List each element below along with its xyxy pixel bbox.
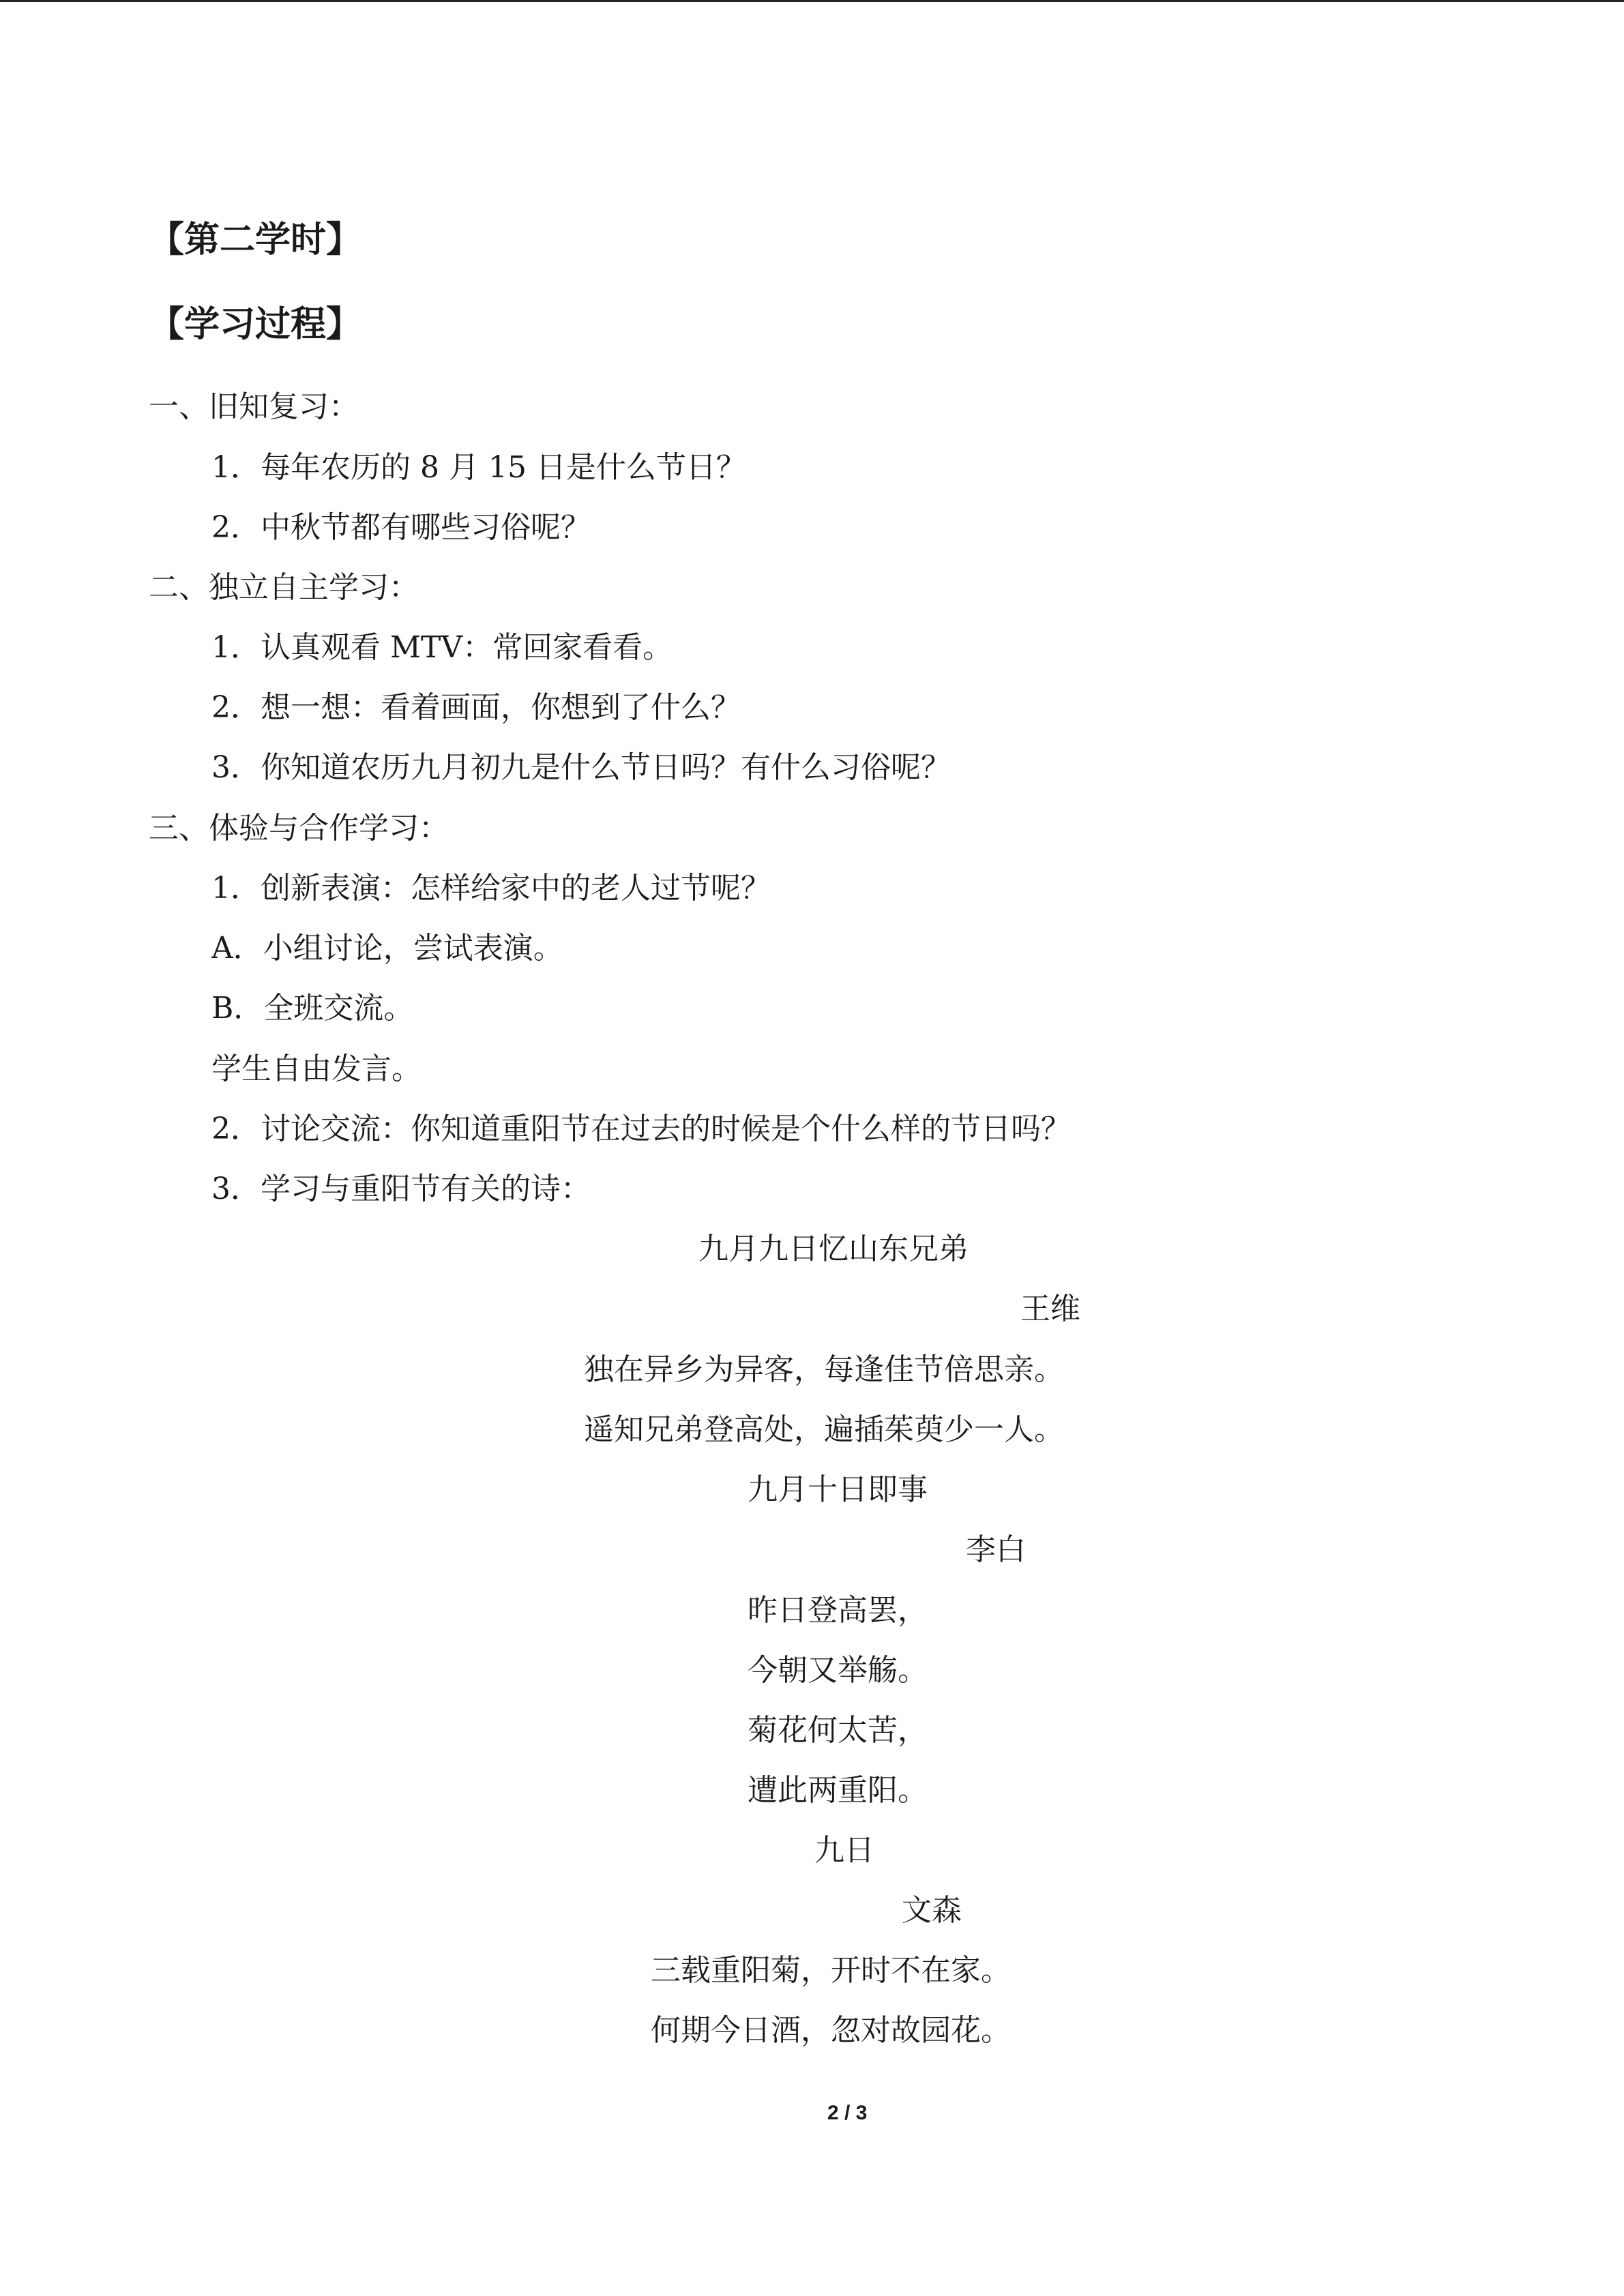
poem-author: 李白 [966, 1532, 1026, 1567]
poem-line: 遥知兄弟登高处，遍插茱萸少一人。 [584, 1412, 1064, 1447]
poem-title: 九月十日即事 [748, 1472, 928, 1507]
section-title-cooperative-study: 三、体验与合作学习： [149, 811, 449, 846]
poem-author: 文森 [902, 1893, 962, 1928]
list-item: 2．讨论交流：你知道重阳节在过去的时候是个什么样的节日吗？ [211, 1112, 1071, 1146]
poem-line: 遭此两重阳。 [748, 1773, 928, 1808]
poem-line: 昨日登高罢， [748, 1593, 928, 1628]
list-item: A．小组讨论，尝试表演。 [211, 931, 563, 966]
list-item: 2．想一想：看着画面，你想到了什么？ [211, 690, 741, 725]
poem-line: 三载重阳菊，开时不在家。 [651, 1953, 1011, 1988]
list-item: 1．创新表演：怎样给家中的老人过节呢？ [211, 871, 771, 906]
poem-title: 九日 [814, 1833, 874, 1868]
heading-period: 【第二学时】 [149, 220, 362, 260]
list-item: 3．你知道农历九月初九是什么节日吗？有什么习俗呢？ [211, 750, 951, 785]
heading-learning-process: 【学习过程】 [149, 304, 362, 345]
list-item: 2．中秋节都有哪些习俗呢？ [211, 510, 591, 545]
poem-line: 菊花何太苦， [748, 1713, 928, 1748]
list-item: 1．认真观看 MTV：常回家看看。 [211, 630, 673, 665]
page-number: 2 / 3 [827, 2102, 868, 2124]
list-item: B．全班交流。 [211, 991, 414, 1026]
poem-line: 今朝又举觞。 [748, 1653, 928, 1688]
list-item: 学生自由发言。 [211, 1052, 422, 1086]
poem-line: 何期今日酒，忽对故园花。 [651, 2013, 1011, 2048]
section-title-review: 一、旧知复习： [149, 389, 359, 424]
poem-author: 王维 [1020, 1292, 1080, 1326]
poem-title: 九月九日忆山东兄弟 [698, 1232, 969, 1266]
top-border-line [0, 0, 1624, 2]
poem-line: 独在异乡为异客，每逢佳节倍思亲。 [584, 1352, 1064, 1387]
list-item: 3．学习与重阳节有关的诗： [211, 1172, 591, 1206]
section-title-independent-study: 二、独立自主学习： [149, 570, 419, 605]
list-item: 1．每年农历的 8 月 15 日是什么节日？ [211, 450, 746, 485]
